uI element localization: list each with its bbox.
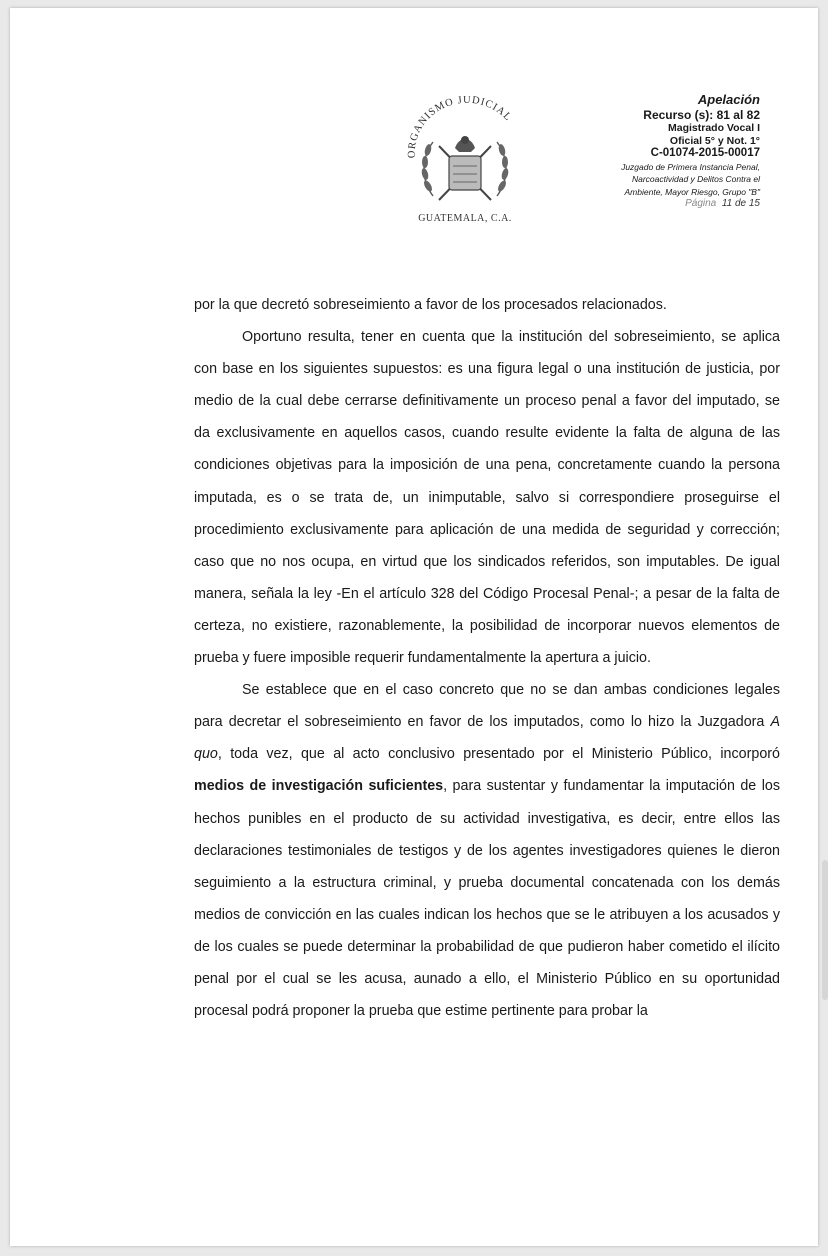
case-number: C-01074-2015-00017 <box>650 147 760 160</box>
case-header <box>621 92 760 210</box>
a-quo-italic: A quo <box>194 714 780 763</box>
magistrado-line: Magistrado Vocal I <box>668 121 760 134</box>
paragraph-3 <box>194 674 780 1027</box>
page-count: 11 de 15 <box>721 197 760 209</box>
recurso-line: Recurso (s): 81 al 82 <box>643 107 760 122</box>
court-line-3: Ambiente, Mayor Riesgo, Grupo "B" <box>624 186 760 197</box>
document-page <box>10 8 818 1246</box>
court-line-1: Juzgado de Primera Instancia Penal, <box>621 161 760 172</box>
seal-bottom-text: GUATEMALA, C.A. <box>418 213 512 224</box>
scrollbar[interactable] <box>822 860 828 1000</box>
page-label: Página <box>685 197 717 209</box>
organismo-judicial-seal <box>395 96 535 226</box>
oficial-line: Oficial 5° y Not. 1° <box>669 134 760 147</box>
medios-bold: medios de investigación suficientes <box>194 778 444 795</box>
page-number <box>621 198 760 210</box>
appeal-title: Apelación <box>697 92 760 107</box>
paragraph-1: por la que decretó sobreseimiento a favor de los procesados relacionados. <box>194 297 667 313</box>
paragraph-2: Oportuno resulta, tener en cuenta que la institución del sobreseimiento, se aplica con base en los siguientes supuestos: es una figura legal o una institución de justicia, por medio de la cual debe cerrarse definitivamente un proceso penal a favor del imputado, se da exclusivamente en aquellos casos, cuando resulte evidente la falta de alguna de las condiciones objetivas para la imposición de una pena, concretamente cuando la persona imputada, es o se trata de, un inimputable, salvo si correspondiere proseguirse el procedimiento exclusivamente para aplicación de una medida de seguridad y corrección; caso que no nos ocupa, en virtud que los sindicados referidos, son imputables. De igual manera, señala la ley -En el artículo 328 del Código Procesal Penal-; a pesar de la falta de certeza, no existiere, razonablemente, la posibilidad de incorporar nuevos elementos de prueba y fuere imposible requerir fundamentalmente la apertura a juicio. <box>194 329 780 667</box>
paragraph-3-part-b: , toda vez, que al acto conclusivo presentado por el Ministerio Público, incorporó <box>217 746 780 763</box>
paragraph-3-part-a: Se establece que en el caso concreto que no se dan ambas condiciones legales para decretar el sobreseimiento en favor de los imputados, como lo hizo la Juzgadora <box>194 682 780 731</box>
seal-arc-text: ORGANISMO JUDICIAL <box>406 96 514 159</box>
document-body <box>194 289 780 1027</box>
court-line-2: Narcoactividad y Delitos Contra el <box>631 174 760 185</box>
paragraph-3-part-c: , para sustentar y fundamentar la imputación de los hechos punibles en el producto de su actividad investigativa, es decir, entre ellos las declaraciones testimoniales de testigos y de los agentes investigadores quienes le dieron seguimiento a la estructura criminal, y prueba documental concatenada con los demás medios de convicción en las cuales indican los hechos que se le atribuyen a los acusados y de los cuales se puede determinar la probabilidad de que pudieron haber cometido el ilícito penal por el cual se les acusa, aunado a ello, el Ministerio Público en su oportunidad procesal podrá proponer la prueba que estime pertinente para probar la <box>194 778 780 1020</box>
